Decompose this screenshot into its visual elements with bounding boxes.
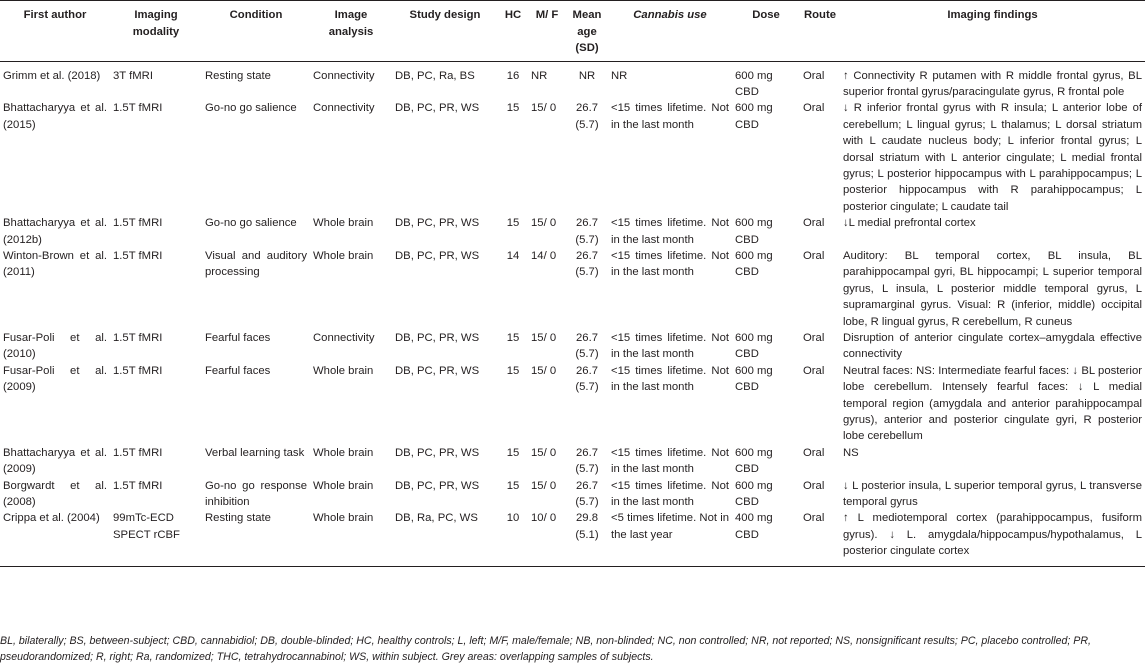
table-row <box>0 510 1145 566</box>
cell-hc: 15 <box>506 217 520 230</box>
cell-condition: Go-no go salience <box>205 217 297 230</box>
cell-dose: 600 mg CBD <box>735 69 773 98</box>
cell-mean-age: 26.7 (5.7) <box>575 364 599 394</box>
cell-mean-age: 26.7 (5.7) <box>575 479 599 509</box>
table-header <box>0 1 1145 62</box>
cell-imaging-findings: ↓ R inferior frontal gyrus with R insula; L anterior lobe of cerebellum; L lingual gyrus; L thalamus; L dorsal striatum with L caudate nucleus body; L inferior frontal gyrus; L dorsal striatum with L anterior cingulate; L medial frontal gyrus; L posterior hippocampus with L parahippocampus; L posterior hippocampus with R parahippocampus; L posterior cingulate; L caudate tail <box>843 102 1142 213</box>
cell-imaging-modality: 3T fMRI <box>113 69 153 82</box>
table-row <box>0 445 1145 478</box>
cell-condition: Fearful faces <box>205 364 271 377</box>
cell-first-author: Borgwardt et al. (2008) <box>3 479 107 509</box>
header-mean-age: Mean age (SD) <box>566 1 608 62</box>
cell-route: Oral <box>803 364 825 377</box>
cell-mf: 15/ 0 <box>531 332 557 344</box>
table-row <box>0 363 1145 445</box>
cell-study-design: DB, PC, PR, WS <box>395 332 480 344</box>
cell-hc: 15 <box>506 364 520 377</box>
cell-mf: 10/ 0 <box>528 510 566 566</box>
header-route: Route <box>800 1 840 62</box>
cell-mean-age: NR <box>578 69 596 82</box>
cell-image-analysis: Whole brain <box>313 446 374 459</box>
cell-hc: 15 <box>506 479 520 492</box>
cell-dose: 600 mg CBD <box>735 364 773 394</box>
cell-image-analysis: Connectivity <box>313 69 375 82</box>
cell-mean-age: 26.7 (5.7) <box>575 249 599 279</box>
cell-hc: 15 <box>506 446 520 459</box>
cell-mf: 15/ 0 <box>531 479 557 492</box>
cell-study-design: DB, PC, Ra, BS <box>395 69 475 82</box>
cell-mf: 15/ 0 <box>531 446 557 459</box>
header-hc: HC <box>498 1 528 62</box>
cell-first-author: Fusar-Poli et al. (2010) <box>3 332 107 361</box>
cell-image-analysis: Whole brain <box>310 510 392 566</box>
cell-mean-age: 26.7 (5.7) <box>575 446 599 476</box>
cell-cannabis-use: <15 times lifetime. Not in the last month <box>611 479 729 509</box>
cell-hc: 14 <box>506 249 520 262</box>
header-first-author: First author <box>0 1 110 62</box>
cell-hc: 15 <box>506 332 520 344</box>
cell-imaging-findings: Disruption of anterior cingulate cortex–amygdala effective connectivity <box>843 332 1142 361</box>
cell-first-author: Bhattacharyya et al. (2012b) <box>3 217 107 246</box>
table-row <box>0 330 1145 363</box>
cell-imaging-modality: 1.5T fMRI <box>113 446 163 459</box>
table-row <box>0 248 1145 330</box>
cell-first-author: Bhattacharyya et al. (2015) <box>3 102 107 131</box>
cell-imaging-modality: 1.5T fMRI <box>113 364 163 377</box>
cell-dose: 600 mg CBD <box>735 332 773 361</box>
header-image-analysis: Image analysis <box>310 1 392 62</box>
cell-condition: Go-no go salience <box>205 102 297 115</box>
cell-route: Oral <box>803 69 825 82</box>
cell-condition: Visual and auditory processing <box>205 249 307 279</box>
header-condition: Condition <box>202 1 310 62</box>
cell-condition: Resting state <box>202 510 310 566</box>
cell-route: Oral <box>803 479 825 492</box>
table-row <box>0 478 1145 511</box>
cell-dose: 600 mg CBD <box>735 479 773 509</box>
cell-imaging-modality: 1.5T fMRI <box>113 332 163 344</box>
cell-first-author: Grimm et al. (2018) <box>3 69 101 82</box>
cell-cannabis-use: <15 times lifetime. Not in the last month <box>611 332 729 361</box>
cell-dose: 400 mg CBD <box>732 510 800 566</box>
cell-condition: Verbal learning task <box>205 446 305 459</box>
cell-image-analysis: Whole brain <box>313 249 374 262</box>
cell-study-design: DB, PC, PR, WS <box>395 446 480 459</box>
table-row <box>0 100 1145 215</box>
cell-mean-age: 26.7 (5.7) <box>575 217 599 246</box>
cell-cannabis-use: NR <box>611 69 628 82</box>
cell-condition: Resting state <box>205 69 271 82</box>
cell-route: Oral <box>800 510 840 566</box>
cell-image-analysis: Whole brain <box>313 479 374 492</box>
cell-dose: 600 mg CBD <box>735 102 773 131</box>
cell-cannabis-use: <15 times lifetime. Not in the last month <box>611 446 729 476</box>
cell-study-design: DB, PC, PR, WS <box>395 364 480 377</box>
cell-image-analysis: Connectivity <box>313 332 375 344</box>
cell-image-analysis: Whole brain <box>313 364 374 377</box>
table-row <box>0 61 1145 100</box>
table-footnote: BL, bilaterally; BS, between-subject; CBD, cannabidiol; DB, double-blinded; HC, healthy controls; L, left; M/F, male/female; NB, non-blinded; NC, non controlled; NR, not reported; NS, nonsignificant results; PC, placebo controlled; PR, pseudorandomized; R, right; Ra, randomized; THC, tetrahydrocannabinol; WS, within subject. Grey areas: overlapping samples of subjects. <box>0 635 1091 663</box>
cell-route: Oral <box>803 446 825 459</box>
cell-study-design: DB, PC, PR, WS <box>395 217 480 230</box>
cell-imaging-findings: Auditory: BL temporal cortex, BL insula, BL parahippocampal gyri, BL hippocampi; L superior temporal gyrus, L insula, L posterior middle temporal gyrus, L supramarginal gyrus. Visual: R (inferior, middle) occipital lobe, R lingual gyrus, R cerebellum, R cuneus <box>843 249 1142 328</box>
header-mf: M/ F <box>528 1 566 62</box>
cell-mf: 15/ 0 <box>531 364 557 377</box>
cell-imaging-findings: ↓ L posterior insula, L superior temporal gyrus, L transverse temporal gyrus <box>843 479 1142 509</box>
cell-hc: 16 <box>506 69 520 82</box>
cell-mf: 14/ 0 <box>531 249 557 262</box>
cell-imaging-modality: 1.5T fMRI <box>113 217 163 230</box>
cell-study-design: DB, PC, PR, WS <box>395 249 480 262</box>
cell-study-design: DB, PC, PR, WS <box>395 479 480 492</box>
cell-cannabis-use: <15 times lifetime. Not in the last month <box>611 249 729 279</box>
header-dose: Dose <box>732 1 800 62</box>
cell-image-analysis: Connectivity <box>313 102 375 115</box>
cell-route: Oral <box>803 102 825 115</box>
cell-cannabis-use: <15 times lifetime. Not in the last month <box>611 217 729 246</box>
cell-mean-age: 29.8 (5.1) <box>566 510 608 566</box>
cell-imaging-modality: 99mTc-ECD SPECT rCBF <box>110 510 202 566</box>
cell-hc: 10 <box>498 510 528 566</box>
header-imaging-modality: Imaging modality <box>110 1 202 62</box>
cell-mf: 15/ 0 <box>531 102 557 115</box>
table-body <box>0 61 1145 566</box>
cell-condition: Go-no go response inhibition <box>205 479 307 509</box>
cell-imaging-findings: ↓L medial prefrontal cortex <box>843 217 976 230</box>
cell-imaging-modality: 1.5T fMRI <box>113 249 163 262</box>
header-study-design: Study design <box>392 1 498 62</box>
cell-route: Oral <box>803 332 825 344</box>
cell-study-design: DB, Ra, PC, WS <box>392 510 498 566</box>
cell-first-author: Winton-Brown et al. (2011) <box>3 249 107 279</box>
cell-cannabis-use: <15 times lifetime. Not in the last month <box>611 364 729 394</box>
cell-mf: 15/ 0 <box>531 217 557 230</box>
cell-condition: Fearful faces <box>205 332 271 344</box>
cell-dose: 600 mg CBD <box>735 217 773 246</box>
header-cannabis-use: Cannabis use <box>608 1 732 62</box>
cell-hc: 15 <box>506 102 520 115</box>
cell-mean-age: 26.7 (5.7) <box>575 332 599 361</box>
header-imaging-findings: Imaging findings <box>840 1 1145 62</box>
cell-mean-age: 26.7 (5.7) <box>575 102 599 131</box>
cell-image-analysis: Whole brain <box>313 217 374 230</box>
cell-imaging-findings: NS <box>843 446 859 459</box>
cell-imaging-findings: ↑ Connectivity R putamen with R middle frontal gyrus, BL superior frontal gyrus/paracingulate gyrus, R frontal pole <box>843 69 1142 98</box>
cell-mf: NR <box>531 69 548 82</box>
cell-study-design: DB, PC, PR, WS <box>395 102 480 115</box>
cell-imaging-modality: 1.5T fMRI <box>113 102 163 115</box>
cell-dose: 600 mg CBD <box>735 249 773 279</box>
cell-first-author: Fusar-Poli et al. (2009) <box>3 364 107 394</box>
table-row <box>0 215 1145 248</box>
cell-imaging-findings: Neutral faces: NS: Intermediate fearful faces: ↓ BL posterior lobe cerebellum. Intensely fearful faces: ↓ L medial temporal region (amygdala and anterior parahippocampal gyrus), anterior and posterior cingulate gyri, R posterior lobe cerebellum <box>843 364 1142 443</box>
cell-dose: 600 mg CBD <box>735 446 773 476</box>
cell-imaging-findings: ↑ L mediotemporal cortex (parahippocampus, fusiform gyrus). ↓ L. amygdala/hippocampus/hypothalamus, L posterior cingulate cortex <box>840 510 1145 566</box>
cell-route: Oral <box>803 217 825 230</box>
cell-imaging-modality: 1.5T fMRI <box>113 479 163 492</box>
cell-cannabis-use: <5 times lifetime. Not in the last year <box>608 510 732 566</box>
cell-route: Oral <box>803 249 825 262</box>
cell-first-author: Crippa et al. (2004) <box>0 510 110 566</box>
cell-cannabis-use: <15 times lifetime. Not in the last month <box>611 102 729 131</box>
cell-first-author: Bhattacharyya et al. (2009) <box>3 446 107 476</box>
